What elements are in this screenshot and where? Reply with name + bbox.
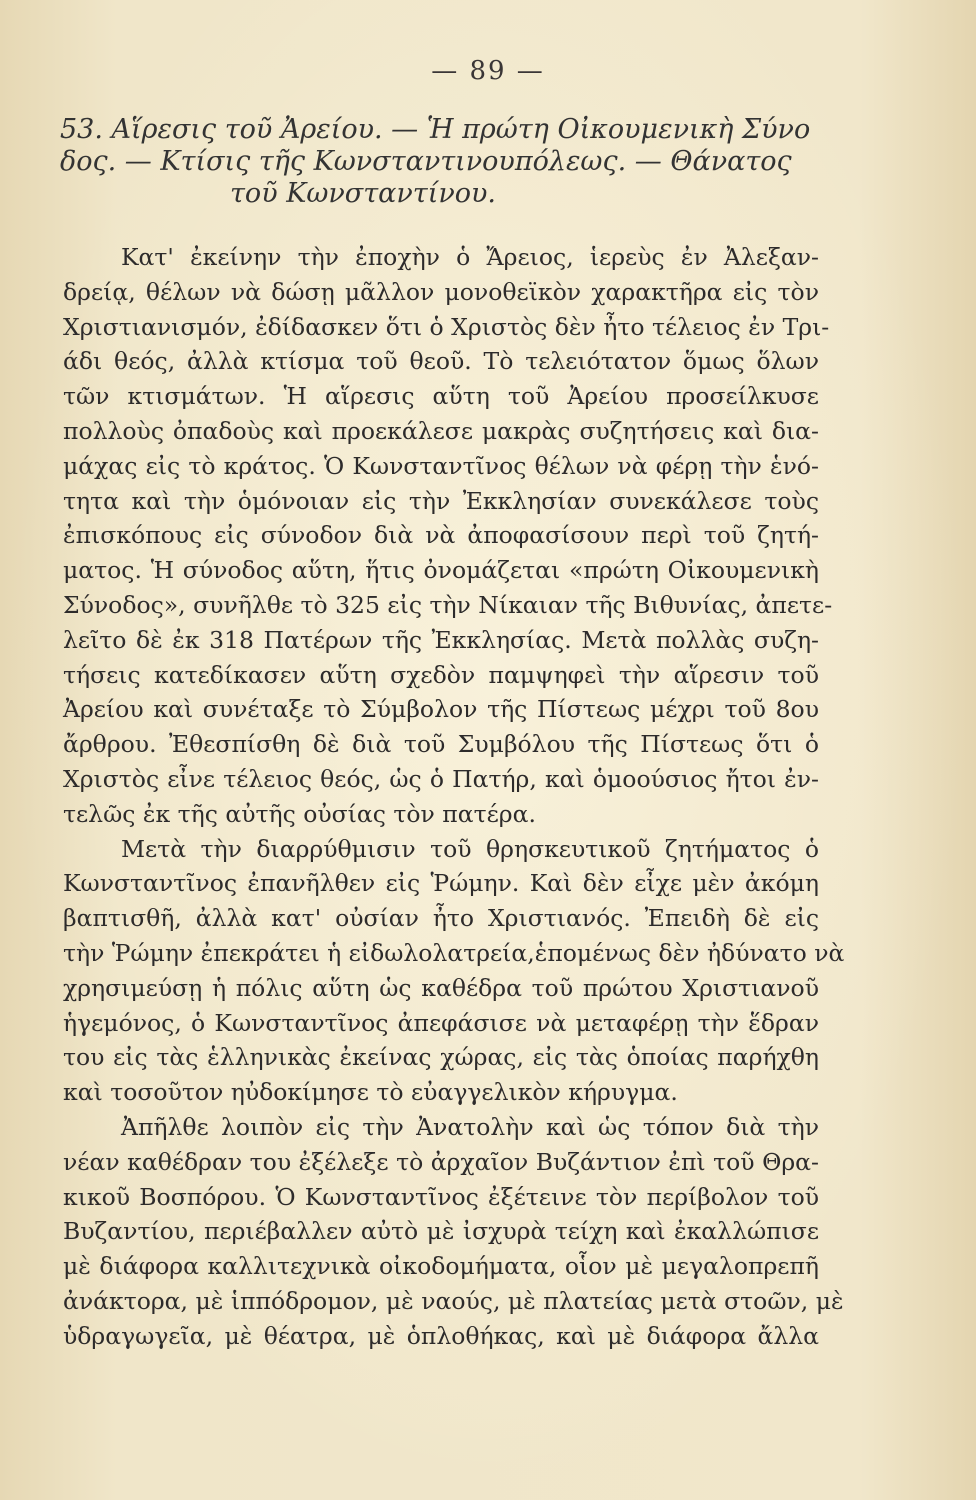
text-line: του εἰς τὰς ἑλληνικὰς ἐκείνας χώρας, εἰς τὰς ὁποίας παρήχθη bbox=[63, 1043, 819, 1072]
section-heading bbox=[60, 114, 910, 210]
text-line: ἐπισκόπους εἰς σύνοδον διὰ νὰ ἀποφασίσουν περὶ τοῦ ζητή- bbox=[63, 521, 819, 550]
heading-line: 53. Αἵρεσις τοῦ Ἀρείου. — Ἡ πρώτη Οἰκουμενικὴ Σύνο bbox=[60, 114, 811, 145]
text-line: Σύνοδος», συνῆλθε τὸ 325 εἰς τὴν Νίκαιαν τῆς Βιθυνίας, ἀπετε- bbox=[63, 590, 833, 619]
text-line: Ἀρείου καὶ συνέταξε τὸ Σύμβολον τῆς Πίστεως μέχρι τοῦ 8ου bbox=[63, 695, 819, 724]
text-line: κικοῦ Βοσπόρου. Ὁ Κωνσταντῖνος ἐξέτεινε τὸν περίβολον τοῦ bbox=[63, 1182, 819, 1211]
text-line: Χριστὸς εἶνε τέλειος θεός, ὡς ὁ Πατήρ, καὶ ὁμοούσιος ἤτοι ἐν- bbox=[63, 764, 819, 793]
body-text bbox=[63, 240, 845, 1354]
text-line: χρησιμεύσῃ ἡ πόλις αὕτη ὡς καθέδρα τοῦ πρώτου Χριστιανοῦ bbox=[63, 973, 819, 1002]
text-line: καὶ τοσοῦτον ηὐδοκίμησε τὸ εὐαγγελικὸν κήρυγμα. bbox=[63, 1078, 678, 1107]
text-line: δρείᾳ, θέλων νὰ δώσῃ μᾶλλον μονοθεϊκὸν χαρακτῆρα εἰς τὸν bbox=[63, 277, 819, 306]
text-line: πολλοὺς ὀπαδοὺς καὶ προεκάλεσε μακρὰς συζητήσεις καὶ δια- bbox=[63, 416, 819, 445]
text-line: τῶν κτισμάτων. Ἡ αἵρεσις αὕτη τοῦ Ἀρείου προσείλκυσε bbox=[63, 382, 819, 411]
text-line: τητα καὶ τὴν ὁμόνοιαν εἰς τὴν Ἐκκλησίαν συνεκάλεσε τοὺς bbox=[63, 486, 819, 515]
text-line: μὲ διάφορα καλλιτεχνικὰ οἰκοδομήματα, οἷον μὲ μεγαλοπρεπῆ bbox=[63, 1252, 819, 1281]
heading-line: τοῦ Κωνσταντίνου. bbox=[230, 178, 496, 209]
text-line: τὴν Ῥώμην ἐπεκράτει ἡ εἰδωλολατρεία,ἑπομένως δὲν ἠδύνατο νὰ bbox=[63, 938, 845, 967]
text-line: Μετὰ τὴν διαρρύθμισιν τοῦ θρησκευτικοῦ ζητήματος ὁ bbox=[121, 834, 819, 863]
text-line: ἡγεμόνος, ὁ Κωνσταντῖνος ἀπεφάσισε νὰ μεταφέρῃ τὴν ἕδραν bbox=[63, 1008, 819, 1037]
page-number: — 89 — bbox=[431, 56, 545, 86]
text-line: άδι θεός, ἀλλὰ κτίσμα τοῦ θεοῦ. Τὸ τελειότατον ὅμως ὅλων bbox=[63, 347, 819, 376]
text-line: ὑδραγωγεῖα, μὲ θέατρα, μὲ ὁπλοθήκας, καὶ μὲ διάφορα ἄλλα bbox=[63, 1321, 819, 1350]
text-line: Χριστιανισμόν, ἐδίδασκεν ὅτι ὁ Χριστὸς δὲν ἦτο τέλειος ἐν Τρι- bbox=[63, 312, 830, 341]
text-line: λεῖτο δὲ ἐκ 318 Πατέρων τῆς Ἐκκλησίας. Μετὰ πολλὰς συζη- bbox=[63, 625, 819, 654]
text-line: ἄρθρου. Ἐθεσπίσθη δὲ διὰ τοῦ Συμβόλου τῆς Πίστεως ὅτι ὁ bbox=[63, 730, 819, 759]
text-line: Βυζαντίου, περιέβαλλεν αὐτὸ μὲ ἰσχυρὰ τείχη καὶ ἐκαλλώπισε bbox=[63, 1217, 819, 1246]
text-line: τελῶς ἐκ τῆς αὐτῆς οὐσίας τὸν πατέρα. bbox=[63, 799, 536, 828]
heading-line: δος. — Κτίσις τῆς Κωνσταντινουπόλεως. — Θάνατος bbox=[60, 146, 792, 177]
text-line: νέαν καθέδραν του ἐξέλεξε τὸ ἀρχαῖον Βυζάντιον ἐπὶ τοῦ Θρα- bbox=[63, 1147, 819, 1176]
text-line: Κατ' ἐκείνην τὴν ἐποχὴν ὁ Ἄρειος, ἱερεὺς ἐν Ἀλεξαν- bbox=[121, 243, 819, 271]
text-line: βαπτισθῆ, ἀλλὰ κατ' οὐσίαν ἦτο Χριστιανός. Ἐπειδὴ δὲ εἰς bbox=[63, 904, 819, 933]
text-line: ἀνάκτορα, μὲ ἱππόδρομον, μὲ ναούς, μὲ πλατείας μετὰ στοῶν, μὲ bbox=[63, 1286, 844, 1315]
text-line: τήσεις κατεδίκασεν αὕτη σχεδὸν παμψηφεὶ τὴν αἵρεσιν τοῦ bbox=[63, 660, 819, 689]
text-line: Ἀπῆλθε λοιπὸν εἰς τὴν Ἀνατολὴν καὶ ὡς τόπον διὰ τὴν bbox=[121, 1112, 819, 1141]
text-line: μάχας εἰς τὸ κράτος. Ὁ Κωνσταντῖνος θέλων νὰ φέρῃ τὴν ἑνό- bbox=[63, 451, 819, 480]
text-line: ματος. Ἡ σύνοδος αὕτη, ἥτις ὀνομάζεται «πρώτη Οἰκουμενικὴ bbox=[63, 556, 819, 585]
text-line: Κωνσταντῖνος ἐπανῆλθεν εἰς Ῥώμην. Καὶ δὲν εἶχε μὲν ἀκόμη bbox=[63, 869, 819, 898]
